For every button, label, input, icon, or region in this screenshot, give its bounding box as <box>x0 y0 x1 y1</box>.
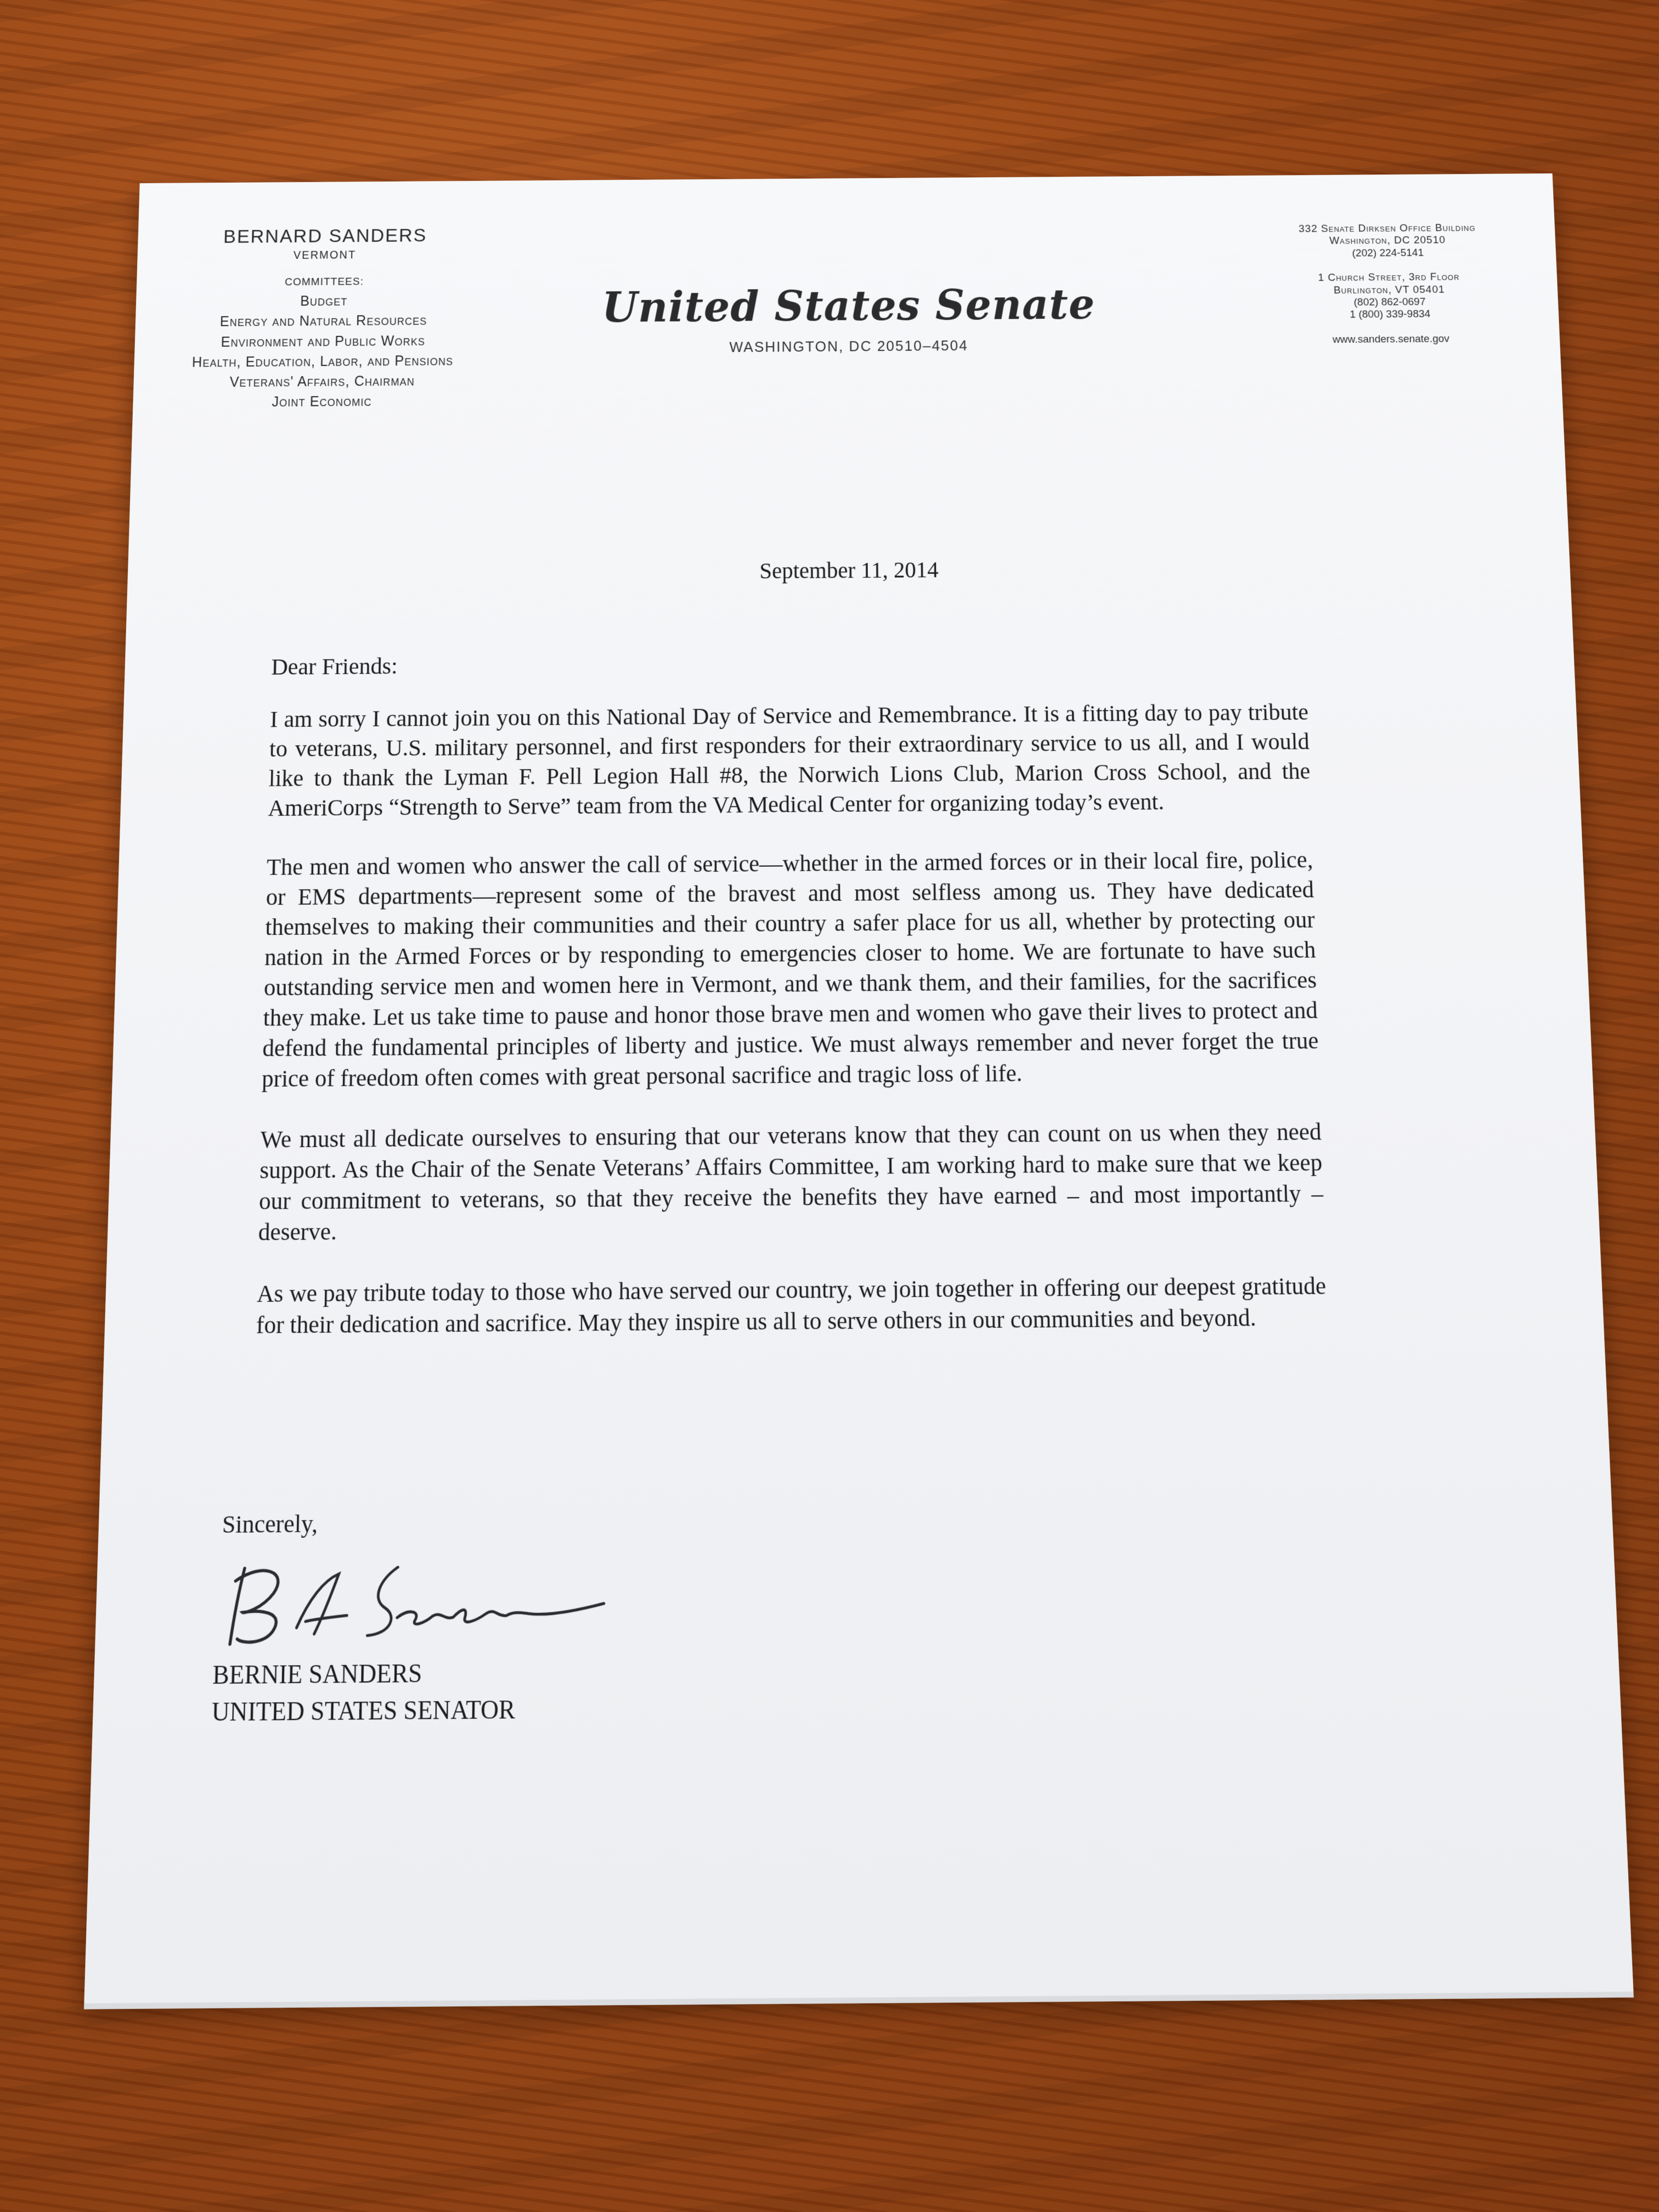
senate-address: WASHINGTON, DC 20510–4504 <box>729 337 969 356</box>
office-contact-block <box>1268 222 1510 347</box>
signature-image <box>219 1553 622 1651</box>
senator-committee-block <box>177 225 469 410</box>
vt-office-line2: Burlington, VT 05401 <box>1333 284 1446 296</box>
senate-masthead <box>533 280 1165 357</box>
committee-item: Energy and Natural Resources <box>219 312 427 330</box>
senator-state: VERMONT <box>293 249 357 262</box>
vt-office-line1: 1 Church Street, 3rd Floor <box>1318 271 1460 284</box>
signer-title: UNITED STATES SENATOR <box>211 1695 516 1728</box>
closing: Sincerely, <box>222 1509 318 1539</box>
signer-name: BERNIE SANDERS <box>212 1659 422 1690</box>
committee-item: Joint Economic <box>272 393 372 410</box>
paper-stack-edge <box>84 1991 1634 2009</box>
senator-name: BERNARD SANDERS <box>223 225 427 247</box>
letter-date: September 11, 2014 <box>759 556 939 584</box>
vt-phone: (802) 862-0697 <box>1353 296 1426 308</box>
committee-item: Veterans' Affairs, Chairman <box>229 373 415 390</box>
senate-title: United States Senate <box>601 280 1096 332</box>
committee-item: Environment and Public Works <box>221 332 426 350</box>
paragraph: We must all dedicate ourselves to ensuring that our veterans know that they can count on us when they need support. As the Chair of the Senate Veterans’ Affairs Committee, I am working hard to make sure that we keep our commitment to veterans, so that they receive the benefits they have earned – and most importantly – deserve. <box>258 1117 1324 1246</box>
website: www.sanders.senate.gov <box>1332 333 1450 346</box>
dc-office-line1: 332 Senate Dirksen Office Building <box>1298 222 1476 235</box>
salutation: Dear Friends: <box>270 652 398 680</box>
letter-page <box>84 173 1633 2004</box>
toll-free-phone: 1 (800) 339-9834 <box>1350 308 1431 321</box>
committees-title: COMMITTEES: <box>284 276 364 289</box>
dc-office-line2: Washington, DC 20510 <box>1329 234 1446 247</box>
paragraph: I am sorry I cannot join you on this National Day of Service and Remembrance. It is a fitting day to pay tribute to veterans, U.S. military personnel, and first responders for their extraordinary service to us all, and I would like to thank the Lyman F. Pell Legion Hall #8, the Norwich Lions Club, Marion Cross School, and the AmeriCorps “Strength to Serve” team from the VA Medical Center for organizing today’s event. <box>268 698 1311 821</box>
committee-item: Budget <box>300 293 348 309</box>
paragraph: The men and women who answer the call of service—whether in the armed forces or in their local fire, police, or EMS departments—represent some of the bravest and most selfless among us. They have dedicated themselves to making their communities and their country a safer place for us all, whether by protecting our nation in the Armed Forces or by responding to emergencies closer to home. We are fortunate to have such outstanding service men and women here in Vermont, and we thank them, and their families, for the sacrifices they make. Let us take time to pause and honor those brave men and women who gave their lives to protect and defend the fundamental principles of liberty and justice. We must always remember and never forget the true price of freedom often comes with great personal sacrifice and tragic loss of life. <box>261 845 1319 1092</box>
signer-block <box>211 1655 516 1731</box>
committee-item: Health, Education, Labor, and Pensions <box>191 352 454 370</box>
dc-phone: (202) 224-5141 <box>1352 247 1424 259</box>
paragraph: As we pay tribute today to those who have served our country, we join together in offering our deepest gratitude for their dedication and sacrifice. May they inspire us all to serve others in our communities and beyond. <box>256 1271 1327 1339</box>
letter-body <box>255 645 1328 1371</box>
